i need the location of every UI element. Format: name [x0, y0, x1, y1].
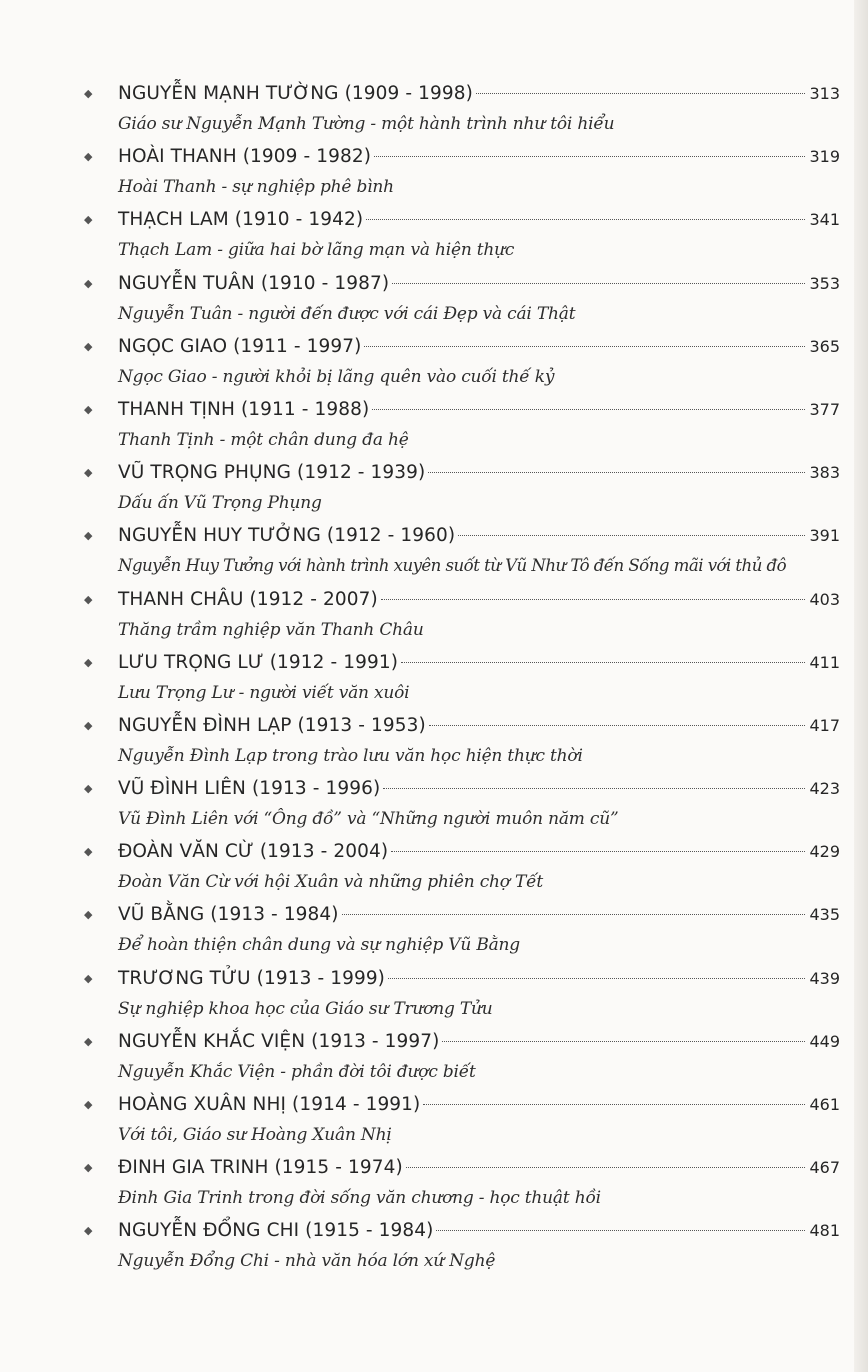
diamond-bullet-icon: ◆ [84, 718, 93, 732]
toc-entry[interactable] [84, 1026, 840, 1089]
toc-entry[interactable] [84, 204, 840, 267]
toc-entry-heading [84, 963, 840, 994]
diamond-bullet-icon: ◆ [84, 1161, 93, 1175]
diamond-bullet-icon: ◆ [84, 87, 93, 100]
toc-entry[interactable] [84, 836, 840, 899]
page-number: 319 [809, 147, 840, 167]
page-number: 423 [809, 779, 840, 799]
author-name: NGUYỄN KHẮC VIỆN (1913 - 1997) [118, 1030, 440, 1052]
toc-entry[interactable] [84, 268, 840, 331]
author-name: THẠCH LAM (1910 - 1942) [118, 209, 364, 231]
toc-entry-heading [84, 394, 840, 425]
article-title: Vũ Đình Liên với “Ông đồ” và “Những người muôn năm cũ” [118, 809, 619, 830]
toc-entry-heading [84, 520, 840, 551]
author-name: TRƯƠNG TỬU (1913 - 1999) [118, 967, 386, 989]
toc-entry[interactable] [84, 647, 840, 710]
dot-leader [442, 1041, 805, 1042]
diamond-bullet-icon: ◆ [84, 466, 93, 480]
diamond-bullet-icon: ◆ [84, 592, 93, 606]
page-number: 467 [809, 1158, 840, 1178]
article-title: Để hoàn thiện chân dung và sự nghiệp Vũ Bằng [118, 935, 520, 956]
page-number: 449 [809, 1031, 840, 1051]
page-number: 377 [809, 399, 840, 419]
article-title: Nguyễn Đổng Chi - nhà văn hóa lớn xứ Nghệ [118, 1251, 496, 1272]
article-title: Thăng trầm nghiệp văn Thanh Châu [118, 619, 424, 640]
article-title: Với tôi, Giáo sư Hoàng Xuân Nhị [118, 1125, 392, 1145]
author-name: NGUYỄN MẠNH TƯỜNG (1909 - 1998) [118, 83, 473, 104]
author-name: LƯU TRỌNG LƯ (1912 - 1991) [118, 651, 399, 673]
dot-leader [381, 599, 806, 600]
dot-leader [476, 93, 806, 94]
toc-entry[interactable] [84, 1215, 840, 1278]
toc-entry-heading [84, 1089, 840, 1120]
article-title: Dấu ấn Vũ Trọng Phụng [118, 493, 322, 514]
page-number: 365 [809, 336, 840, 356]
toc-entry-heading [84, 836, 840, 867]
dot-leader [423, 1104, 805, 1105]
dot-leader [401, 662, 805, 663]
page-number: 341 [809, 210, 840, 230]
diamond-bullet-icon: ◆ [84, 845, 93, 859]
diamond-bullet-icon: ◆ [84, 150, 93, 164]
page-number: 417 [809, 715, 840, 735]
author-name: HOÀNG XUÂN NHỊ (1914 - 1991) [118, 1094, 421, 1115]
dot-leader [436, 1230, 805, 1231]
article-title: Ngọc Giao - người khỏi bị lãng quên vào cuối thế kỷ [118, 366, 555, 387]
toc-entry[interactable] [84, 141, 840, 204]
toc-entry[interactable] [84, 331, 840, 394]
toc-entry[interactable] [84, 899, 840, 962]
article-title: Giáo sư Nguyễn Mạnh Tường - một hành trình như tôi hiểu [118, 114, 615, 134]
page-number: 383 [809, 463, 840, 483]
dot-leader [458, 535, 805, 536]
article-title: Đinh Gia Trinh trong đời sống văn chương - học thuật hồi [118, 1188, 601, 1209]
toc-entry[interactable] [84, 78, 840, 141]
dot-leader [383, 788, 805, 789]
toc-entry[interactable] [84, 1152, 840, 1215]
toc-entry[interactable] [84, 1089, 840, 1152]
dot-leader [374, 156, 805, 157]
diamond-bullet-icon: ◆ [84, 1098, 93, 1111]
toc-entry-heading [84, 141, 840, 172]
article-title: Đoàn Văn Cừ với hội Xuân và những phiên chợ Tết [118, 872, 544, 893]
article-title: Hoài Thanh - sự nghiệp phê bình [118, 177, 394, 198]
dot-leader [366, 219, 805, 220]
toc-entry-heading [84, 899, 840, 930]
toc-entry-heading [84, 268, 840, 299]
author-name: NGỌC GIAO (1911 - 1997) [118, 335, 362, 357]
toc-entry-heading [84, 1152, 840, 1183]
dot-leader [372, 409, 805, 410]
dot-leader [406, 1167, 806, 1168]
article-title: Nguyễn Đình Lạp trong trào lưu văn học hiện thực thời [118, 745, 583, 766]
table-of-contents [84, 78, 840, 1279]
diamond-bullet-icon: ◆ [84, 655, 93, 669]
page-number: 429 [809, 842, 840, 862]
diamond-bullet-icon: ◆ [84, 339, 93, 353]
diamond-bullet-icon: ◆ [84, 782, 93, 796]
author-name: NGUYỄN ĐỔNG CHI (1915 - 1984) [118, 1220, 434, 1242]
dot-leader [392, 283, 805, 284]
diamond-bullet-icon: ◆ [84, 908, 93, 922]
diamond-bullet-icon: ◆ [84, 1034, 93, 1048]
page-number: 439 [809, 968, 840, 988]
author-name: VŨ BẰNG (1913 - 1984) [118, 904, 339, 926]
toc-entry-heading [84, 584, 840, 615]
toc-entry-heading [84, 710, 840, 741]
toc-entry[interactable] [84, 773, 840, 836]
toc-entry-heading [84, 204, 840, 235]
page-number: 411 [809, 652, 840, 672]
page-number: 353 [809, 273, 840, 293]
dot-leader [428, 472, 805, 473]
diamond-bullet-icon: ◆ [84, 971, 93, 985]
author-name: VŨ TRỌNG PHỤNG (1912 - 1939) [118, 462, 426, 484]
toc-entry-heading [84, 773, 840, 804]
page-number: 461 [809, 1095, 840, 1114]
toc-entry[interactable] [84, 394, 840, 457]
article-title: Thạch Lam - giữa hai bờ lãng mạn và hiện thực [118, 240, 515, 261]
author-name: NGUYỄN ĐÌNH LẠP (1913 - 1953) [118, 714, 426, 736]
toc-entry-heading [84, 331, 840, 362]
toc-entry[interactable] [84, 457, 840, 520]
author-name: THANH CHÂU (1912 - 2007) [118, 588, 378, 610]
article-title: Sự nghiệp khoa học của Giáo sư Trương Tửu [118, 998, 493, 1019]
dot-leader [342, 914, 806, 915]
article-title: Nguyễn Huy Tưởng với hành trình xuyên suốt từ Vũ Như Tô đến Sống mãi với thủ đô [118, 556, 787, 576]
page-number: 481 [809, 1221, 840, 1241]
toc-entry-heading [84, 1026, 840, 1057]
dot-leader [429, 725, 806, 726]
toc-entry-heading [84, 1215, 840, 1246]
author-name: ĐOÀN VĂN CỪ (1913 - 2004) [118, 841, 389, 863]
toc-entry[interactable] [84, 584, 840, 647]
dot-leader [391, 851, 805, 852]
toc-entry[interactable] [84, 963, 840, 1026]
article-title: Thanh Tịnh - một chân dung đa hệ [118, 429, 409, 450]
diamond-bullet-icon: ◆ [84, 1224, 93, 1238]
page-number: 403 [809, 589, 840, 609]
page-number: 435 [809, 905, 840, 925]
article-title: Nguyễn Tuân - người đến được với cái Đẹp và cái Thật [118, 303, 576, 324]
toc-entry-heading [84, 457, 840, 488]
author-name: THANH TỊNH (1911 - 1988) [118, 398, 370, 420]
author-name: ĐINH GIA TRINH (1915 - 1974) [118, 1157, 403, 1179]
dot-leader [388, 978, 805, 979]
author-name: VŨ ĐÌNH LIÊN (1913 - 1996) [118, 778, 381, 800]
dot-leader [364, 346, 805, 347]
diamond-bullet-icon: ◆ [84, 276, 93, 290]
author-name: NGUYỄN HUY TƯỞNG (1912 - 1960) [118, 525, 456, 547]
article-title: Nguyễn Khắc Viện - phần đời tôi được biết [118, 1061, 476, 1082]
page-number: 313 [809, 84, 840, 103]
diamond-bullet-icon: ◆ [84, 213, 93, 227]
author-name: NGUYỄN TUÂN (1910 - 1987) [118, 272, 390, 294]
page-edge [854, 0, 868, 1372]
toc-entry[interactable] [84, 520, 840, 583]
article-title: Lưu Trọng Lư - người viết văn xuôi [118, 682, 410, 703]
toc-entry-heading [84, 647, 840, 678]
author-name: HOÀI THANH (1909 - 1982) [118, 146, 372, 168]
diamond-bullet-icon: ◆ [84, 402, 93, 416]
toc-entry-heading [84, 78, 840, 109]
page-number: 391 [809, 526, 840, 546]
toc-entry[interactable] [84, 710, 840, 773]
diamond-bullet-icon: ◆ [84, 529, 93, 543]
